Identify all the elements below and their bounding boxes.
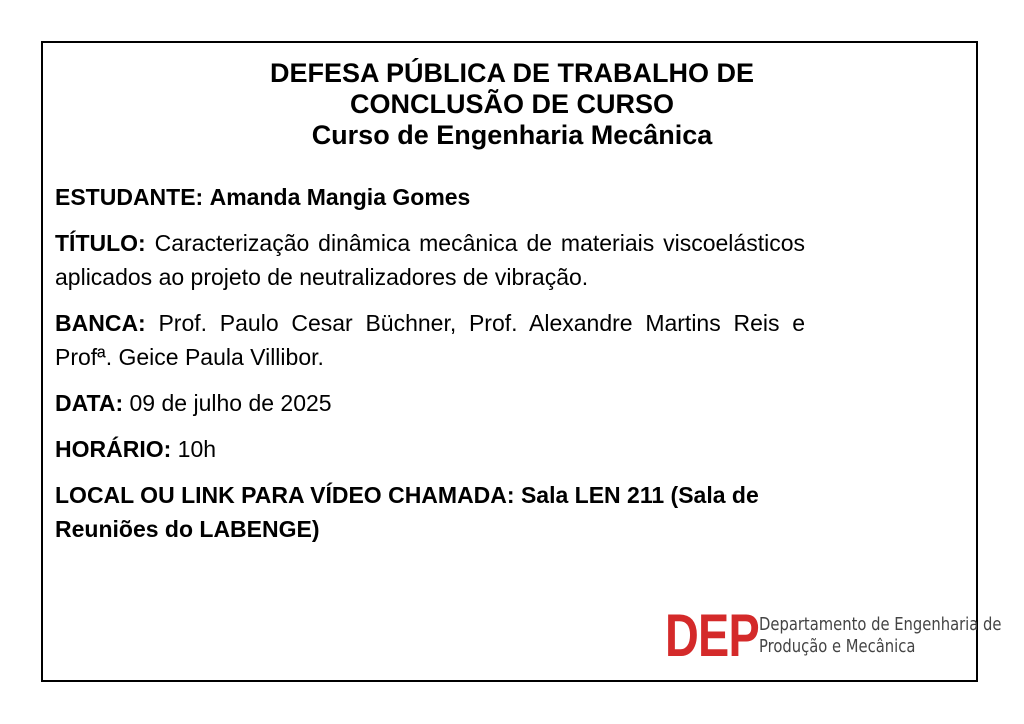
title-field [55,226,805,294]
committee-value: Prof. Paulo Cesar Büchner, Prof. Alexandre Martins Reis e Profª. Geice Paula Villibor. [55,310,806,370]
title-label: TÍTULO: [55,230,146,256]
dep-logo-line-2: Produção e Mecânica [759,636,916,657]
time-field [55,432,805,466]
date-field [55,386,805,420]
header-line-1: DEFESA PÚBLICA DE TRABALHO DE [269,58,754,88]
location-field [55,478,775,546]
title-value: Caracterização dinâmica mecânica de materiais viscoelásticos aplicados ao projeto de neutralizadores de vibração. [55,230,806,290]
date-value: 09 de julho de 2025 [129,390,332,416]
time-value: 10h [177,436,217,462]
header-line-2: CONCLUSÃO DE CURSO [349,89,674,119]
dep-logo-text [759,614,1001,658]
time-label: HORÁRIO: [55,436,172,462]
student-label: ESTUDANTE: [55,184,204,210]
location-value: Sala LEN 211 (Sala de Reuniões do LABENGE) [55,482,759,542]
header-course: Curso de Engenharia Mecânica [311,120,713,150]
dep-logo [665,602,1024,669]
header-title [0,58,1024,151]
location-label: LOCAL OU LINK PARA VÍDEO CHAMADA: [55,482,515,508]
committee-field [55,306,805,374]
date-label: DATA: [55,390,124,416]
student-field [55,180,805,214]
dep-logo-mark: DEP [665,602,759,669]
committee-label: BANCA: [55,310,146,336]
student-value: Amanda Mangia Gomes [209,184,471,210]
defense-details [55,180,805,558]
dep-logo-line-1: Departamento de Engenharia de [759,614,1002,635]
